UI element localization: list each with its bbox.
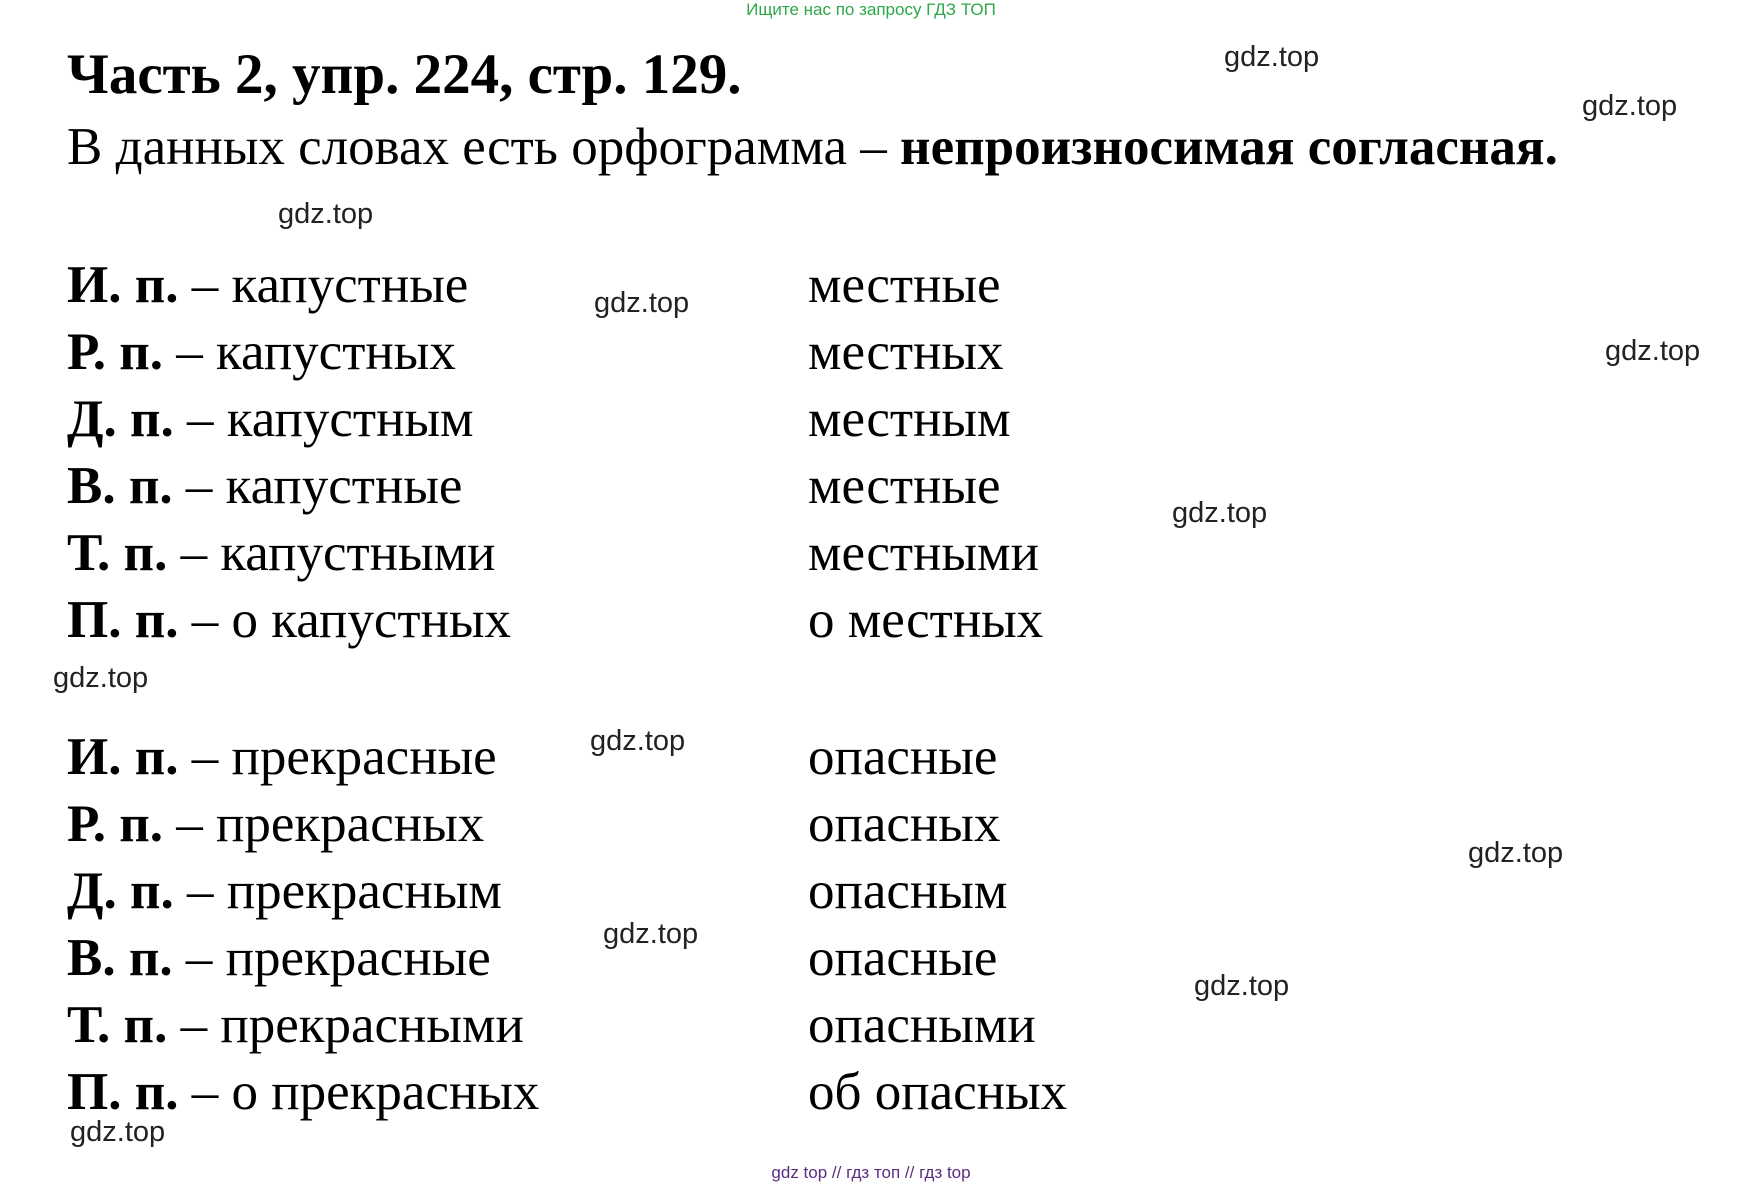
dash: – [163,323,217,381]
dash: – [178,1063,232,1121]
case-label: Д. п. [67,862,174,920]
pair-word: об опасных [808,1063,1068,1121]
watermark: gdz.top [603,918,699,950]
table-row [67,589,511,651]
table-row [67,927,491,989]
watermark: gdz.top [53,662,149,694]
page-title: Часть 2, упр. 224, стр. 129. [67,43,742,106]
word-form: прекрасным [226,862,502,920]
word-form: капустных [216,323,456,381]
table-row [67,1061,539,1123]
watermark: gdz.top [590,725,686,757]
pair-word: местных [808,323,1004,381]
watermark: gdz.top [1582,90,1678,122]
case-label: П. п. [67,591,179,649]
watermark: gdz.top [1605,335,1701,367]
word-form: капустными [220,524,496,582]
case-label: Р. п. [67,795,164,853]
dash: – [178,256,232,314]
top-banner: Ищите нас по запросу ГДЗ ТОП [746,0,996,19]
table-row [67,793,484,855]
table-row [67,860,502,922]
case-label: И. п. [67,256,179,314]
dash: – [167,996,221,1054]
watermark: gdz.top [1172,497,1268,529]
table-row [67,321,456,383]
watermark: gdz.top [70,1116,166,1148]
table-row [67,254,468,316]
dash: – [173,862,227,920]
pair-word: местные [808,457,1001,515]
word-form: прекрасные [231,728,497,786]
dash: – [178,728,232,786]
case-label: И. п. [67,728,179,786]
table-row [67,455,462,517]
dash: – [172,457,226,515]
word-form: капустным [226,390,474,448]
case-label: В. п. [67,457,173,515]
case-label: Т. п. [67,996,168,1054]
case-label: В. п. [67,929,173,987]
intro-bold: непроизносимая согласная. [900,118,1558,176]
footer: gdz top // гдз топ // гдз top [771,1163,971,1182]
word-form: капустные [225,457,463,515]
intro-text [67,118,1558,176]
pair-word: опасным [808,862,1008,920]
pair-word: местные [808,256,1001,314]
word-form: прекрасные [225,929,491,987]
word-form: капустные [231,256,469,314]
pair-word: опасные [808,929,998,987]
word-form: о капустных [231,591,512,649]
watermark: gdz.top [1194,970,1290,1002]
table-row [67,994,524,1056]
watermark: gdz.top [1224,41,1320,73]
case-label: Р. п. [67,323,164,381]
word-form: прекрасными [220,996,524,1054]
case-label: Т. п. [67,524,168,582]
case-label: Д. п. [67,390,174,448]
watermark: gdz.top [594,287,690,319]
dash: – [172,929,226,987]
case-label: П. п. [67,1063,179,1121]
pair-word: опасных [808,795,1001,853]
table-row [67,522,496,584]
pair-word: опасными [808,996,1036,1054]
pair-word: о местных [808,591,1044,649]
intro-plain: В данных словах есть орфограмма – [67,118,901,176]
dash: – [178,591,232,649]
word-form: о прекрасных [231,1063,540,1121]
watermark: gdz.top [278,198,374,230]
pair-word: местным [808,390,1011,448]
word-form: прекрасных [216,795,485,853]
dash: – [173,390,227,448]
pair-word: опасные [808,728,998,786]
table-row [67,726,497,788]
dash: – [167,524,221,582]
pair-word: местными [808,524,1039,582]
dash: – [163,795,217,853]
table-row [67,388,474,450]
watermark: gdz.top [1468,837,1564,869]
